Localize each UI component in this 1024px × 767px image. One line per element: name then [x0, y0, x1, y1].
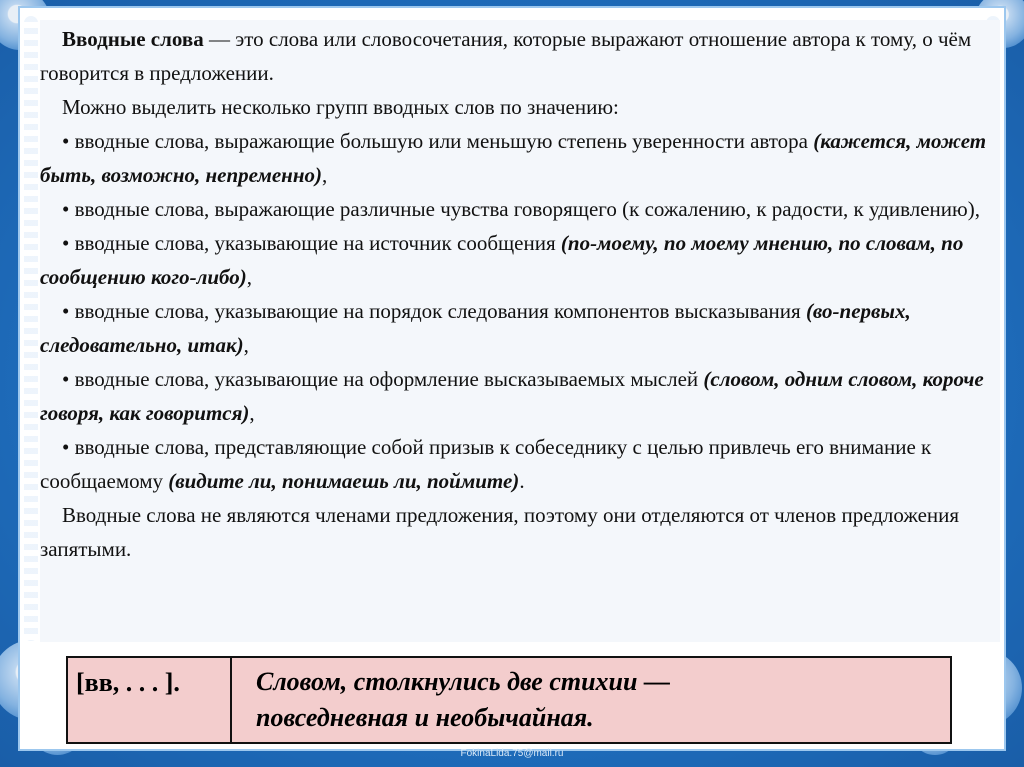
- group-item: • вводные слова, указывающие на источник сообщения (по-моему, по моему мнению, по словам, по сообщению кого-либо),: [40, 231, 964, 289]
- group-examples: (кажется, может быть, возможно, непременно): [40, 129, 987, 187]
- group-item: • вводные слова, указывающие на порядок следования компонентов высказывания (во-первых, следовательно, итак),: [40, 299, 911, 357]
- example-sentence-cell: [232, 658, 950, 742]
- example-table: [66, 656, 952, 744]
- definition-paragraph: [40, 22, 998, 90]
- scheme-cell: [вв, . . . ].: [68, 658, 232, 742]
- definition: — это слова или словосочетания, которые выражают отношение автора к тому, о чём говорится в предложении.: [40, 27, 972, 85]
- group-item: • вводные слова, выражающие различные чувства говорящего (к сожалению, к радости, к удивлению),: [62, 197, 980, 221]
- rule-text: [40, 22, 998, 566]
- conclusion: Вводные слова не являются членами предложения, поэтому они отделяются от членов предложения запятыми.: [40, 503, 960, 561]
- group-item: • вводные слова, указывающие на оформление высказываемых мыслей (словом, одним словом, короче говоря, как говорится),: [40, 367, 984, 425]
- example-sentence-line2: повседневная и необычайная.: [256, 703, 594, 732]
- term: Вводные слова: [62, 27, 204, 51]
- group-examples: (во-первых, следовательно, итак): [40, 299, 911, 357]
- example-sentence-line1: Словом, столкнулись две стихии —: [256, 667, 670, 696]
- group-item: • вводные слова, выражающие большую или меньшую степень уверенности автора (кажется, может быть, возможно, непременно),: [40, 129, 987, 187]
- groups-intro: Можно выделить несколько групп вводных слов по значению:: [62, 95, 619, 119]
- group-examples: (видите ли, понимаешь ли, поймите): [168, 469, 520, 493]
- pearl-string-left: [24, 16, 38, 641]
- group-examples: (по-моему, по моему мнению, по словам, по сообщению кого-либо): [40, 231, 964, 289]
- group-item: • вводные слова, представляющие собой призыв к собеседнику с целью привлечь его внимание к сообщаемому (видите ли, понимаешь ли, поймите).: [40, 435, 932, 493]
- group-examples: (словом, одним словом, короче говоря, как говорится): [40, 367, 984, 425]
- author-email: FokinaLida.75@mail.ru: [460, 748, 564, 759]
